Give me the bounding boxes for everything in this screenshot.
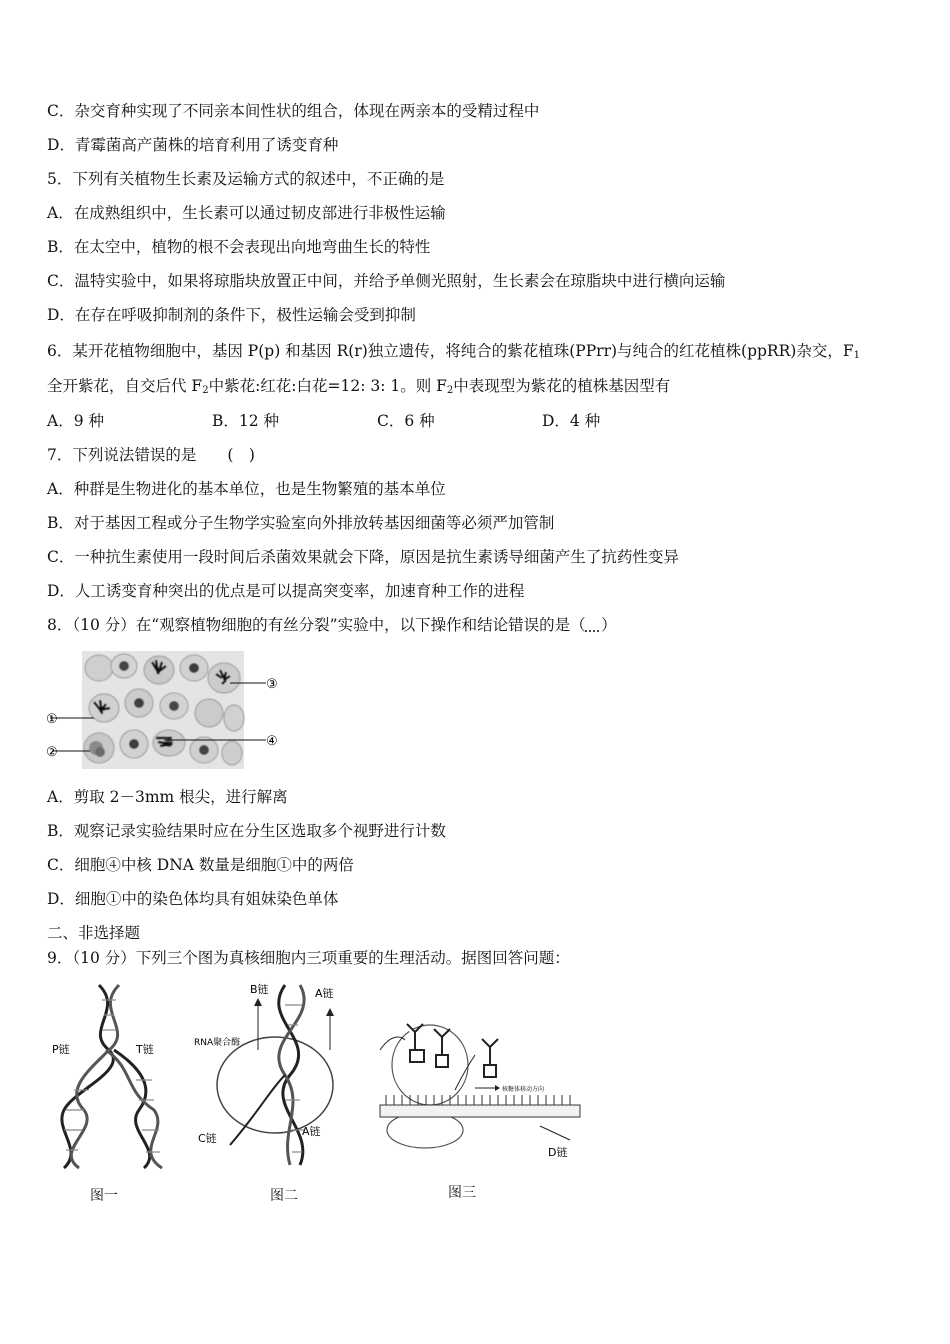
- q6-option-b: B．12 种: [212, 412, 280, 430]
- label-4: ④: [266, 734, 278, 749]
- q6-option-d: D．4 种: [542, 412, 601, 430]
- fig1-p-label: P链: [52, 1043, 70, 1056]
- fig2-b-label: B链: [250, 983, 269, 996]
- figure-2-transcription: [190, 980, 360, 1170]
- q8-stem: 8．（10 分）在“观察植物细胞的有丝分裂”实验中，以下操作和结论错误的是（ ）: [47, 616, 617, 634]
- q6-option-c: C．6 种: [377, 412, 435, 430]
- q6-stem-line2: 全开紫花，自交后代 $F_2$中紫花:红花:白花=12: 3: 1。则 $F_2$中表现型为紫花的植株基因型有: [47, 377, 671, 396]
- q7-stem: 7．下列说法错误的是 ( ): [47, 446, 255, 464]
- q6-option-a: A．9 种: [47, 412, 104, 430]
- figure-1-dna-replication: [44, 980, 184, 1170]
- fig3-caption: 图三: [448, 1185, 476, 1201]
- q6-stem-line1: 6．某开花植物细胞中，基因 P(p) 和基因 R(r)独立遗传，将纯合的紫花植珠(PPrr)与纯合的红花植株(ppRR)杂交，$F_1$: [47, 342, 860, 361]
- q8-option-a: A．剪取 2－3mm 根尖，进行解离: [47, 788, 288, 806]
- q8-option-c: C．细胞④中核 DNA 数量是细胞①中的两倍: [47, 856, 354, 874]
- q7-option-a: A．种群是生物进化的基本单位，也是生物繁殖的基本单位: [47, 480, 446, 498]
- fig3-arrow-label: 核糖体移动方向: [502, 1086, 545, 1093]
- fig2-a-label-top: A链: [315, 987, 334, 1000]
- figure-3-translation: [370, 1010, 585, 1170]
- label-3: ③: [266, 677, 278, 692]
- fig3-d-label: D链: [548, 1146, 568, 1159]
- mitosis-micrograph: [44, 648, 284, 772]
- fig1-t-label: T链: [136, 1043, 154, 1056]
- q9-stem: 9．（10 分）下列三个图为真核细胞内三项重要的生理活动。据图回答问题：: [47, 949, 570, 967]
- fig1-caption: 图一: [90, 1188, 118, 1204]
- fig2-rna-polymerase-label: RNA聚合酶: [194, 1038, 241, 1048]
- q5-option-b: B．在太空中，植物的根不会表现出向地弯曲生长的特性: [47, 238, 431, 256]
- q8-option-b: B．观察记录实验结果时应在分生区选取多个视野进行计数: [47, 822, 446, 840]
- q5-stem: 5．下列有关植物生长素及运输方式的叙述中，不正确的是: [47, 170, 445, 188]
- q6-options: [47, 410, 687, 432]
- q7-option-b: B．对于基因工程或分子生物学实验室向外排放转基因细菌等必须严加管制: [47, 514, 555, 532]
- q4-option-d: D．青霉菌高产菌株的培育利用了诱变育种: [47, 136, 339, 154]
- q5-option-c: C．温特实验中，如果将琼脂块放置正中间，并给予单侧光照射，生长素会在琼脂块中进行横向运输: [47, 272, 726, 290]
- fig2-a-label-bottom: A链: [302, 1125, 321, 1138]
- label-2: ②: [46, 745, 58, 760]
- q5-option-a: A．在成熟组织中，生长素可以通过韧皮部进行非极性运输: [47, 204, 446, 222]
- q7-option-d: D．人工诱变育种突出的优点是可以提高突变率，加速育种工作的进程: [47, 582, 525, 600]
- fig2-c-label: C链: [198, 1132, 217, 1145]
- fig2-caption: 图二: [270, 1188, 298, 1204]
- label-1: ①: [46, 712, 58, 727]
- section-heading: 二、非选择题: [47, 924, 141, 942]
- q7-option-c: C．一种抗生素使用一段时间后杀菌效果就会下降，原因是抗生素诱导细菌产生了抗药性变异: [47, 548, 679, 566]
- q8-option-d: D．细胞①中的染色体均具有姐妹染色单体: [47, 890, 339, 908]
- q4-option-c: C．杂交育种实现了不同亲本间性状的组合，体现在两亲本的受精过程中: [47, 102, 540, 120]
- q5-option-d: D．在存在呼吸抑制剂的条件下，极性运输会受到抑制: [47, 306, 416, 324]
